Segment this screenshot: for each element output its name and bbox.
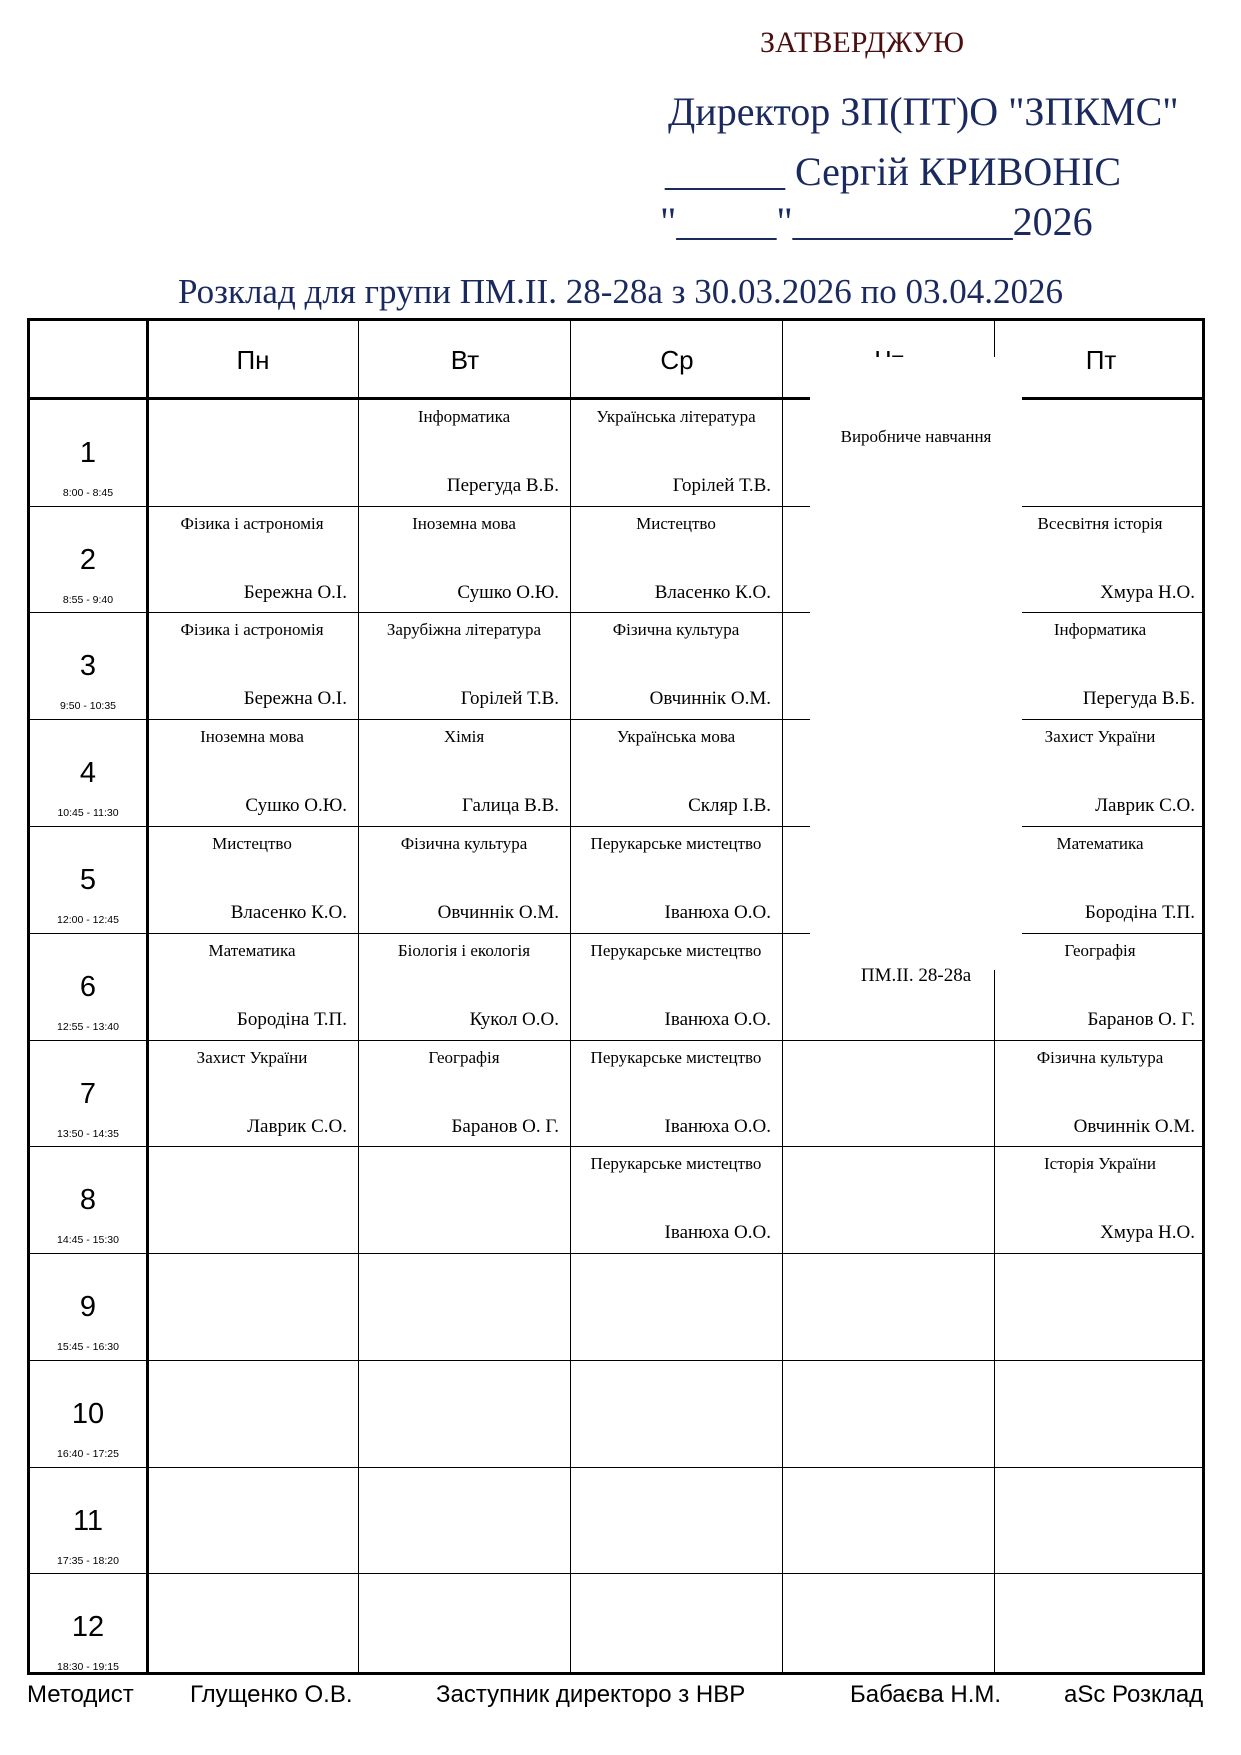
lesson-teacher: Овчиннік О.М.	[649, 688, 771, 709]
lesson-subject: Іноземна мова	[412, 514, 516, 533]
lesson-subject: Географія	[1064, 941, 1136, 960]
period-number: 10	[71, 1398, 105, 1430]
period-time: 18:30 - 19:15	[57, 1661, 119, 1673]
lesson-fri-8	[994, 1146, 1206, 1252]
footer-methodist-name: Глущенко О.В.	[190, 1681, 353, 1708]
schedule-title: Розклад для групи ПМ.ІІ. 28-28а з 30.03.2026 по 03.04.2026	[178, 272, 1063, 311]
lesson-teacher: Овчиннік О.М.	[437, 902, 559, 923]
lesson-subject: Перукарське мистецтво	[590, 834, 762, 853]
lesson-fri-3	[994, 612, 1206, 718]
lesson-wed-6	[570, 933, 782, 1039]
lesson-mon-4	[146, 719, 358, 825]
footer-software-credit: aSc Розклад	[1064, 1681, 1204, 1708]
lesson-subject: Всесвітня історія	[1037, 514, 1163, 533]
lesson-tue-7	[358, 1040, 570, 1146]
lesson-subject: Біологія і екологія	[397, 941, 531, 960]
lesson-mon-3	[146, 612, 358, 718]
lesson-teacher: Овчиннік О.М.	[1073, 1116, 1195, 1137]
period-number: 12	[71, 1611, 105, 1643]
lesson-tue-1	[358, 399, 570, 505]
lesson-fri-6	[994, 933, 1206, 1039]
lesson-teacher: Лаврик С.О.	[1095, 795, 1195, 816]
lesson-teacher: Баранов О. Г.	[451, 1116, 559, 1137]
lesson-subject: Історія України	[1044, 1154, 1156, 1173]
lesson-subject: Математика	[1056, 834, 1144, 853]
period-time: 13:50 - 14:35	[57, 1128, 119, 1140]
lesson-teacher: Бородіна Т.П.	[1084, 902, 1195, 923]
lesson-tue-3	[358, 612, 570, 718]
lesson-subject: Мистецтво	[212, 834, 292, 853]
lesson-subject: Українська література	[596, 407, 756, 426]
lesson-teacher: Бородіна Т.П.	[236, 1009, 347, 1030]
period-number: 3	[79, 650, 97, 682]
lesson-subject: Інформатика	[1053, 620, 1147, 639]
lesson-subject: Перукарське мистецтво	[590, 1048, 762, 1067]
lesson-teacher: Перегуда В.Б.	[1082, 688, 1195, 709]
period-time: 10:45 - 11:30	[57, 807, 119, 819]
lesson-fri-5	[994, 826, 1206, 932]
day-header-wed: Ср	[660, 345, 694, 375]
lesson-fri-4	[994, 719, 1206, 825]
period-time: 8:00 - 8:45	[62, 487, 114, 499]
lesson-subject: Перукарське мистецтво	[590, 941, 762, 960]
lesson-wed-1	[570, 399, 782, 505]
period-number: 5	[79, 864, 97, 896]
lesson-tue-5	[358, 826, 570, 932]
director-title: Директор ЗП(ПТ)О "ЗПКМС"	[668, 89, 1179, 134]
lesson-subject: Фізика і астрономія	[180, 514, 324, 533]
period-time: 17:35 - 18:20	[57, 1555, 119, 1567]
lesson-mon-2	[146, 506, 358, 612]
lesson-teacher: Іванюха О.О.	[664, 1009, 771, 1030]
lesson-teacher: Хмура Н.О.	[1100, 582, 1195, 603]
lesson-wed-2	[570, 506, 782, 612]
lesson-teacher: Сушко О.Ю.	[457, 582, 559, 603]
day-header-tue: Вт	[450, 345, 480, 375]
lesson-teacher: Кукол О.О.	[469, 1009, 559, 1030]
lesson-subject: Інформатика	[417, 407, 511, 426]
lesson-subject: Фізична культура	[612, 620, 740, 639]
period-time: 14:45 - 15:30	[57, 1234, 119, 1246]
lesson-wed-7	[570, 1040, 782, 1146]
day-header-fri: Пт	[1085, 345, 1117, 375]
period-time: 12:55 - 13:40	[57, 1021, 119, 1033]
lesson-subject: Іноземна мова	[200, 727, 304, 746]
period-number: 4	[79, 757, 97, 789]
period-time: 12:00 - 12:45	[57, 914, 119, 926]
lesson-teacher: Іванюха О.О.	[664, 902, 771, 923]
lesson-fri-2	[994, 506, 1206, 612]
period-number: 1	[79, 437, 97, 469]
lesson-subject: Фізична культура	[1036, 1048, 1164, 1067]
lesson-teacher: Перегуда В.Б.	[446, 475, 559, 496]
period-number: 8	[79, 1184, 97, 1216]
lesson-subject: Математика	[208, 941, 296, 960]
lesson-tue-4	[358, 719, 570, 825]
lesson-teacher: Горілей Т.В.	[460, 688, 559, 709]
lesson-subject: Захист України	[196, 1048, 308, 1067]
lesson-wed-4	[570, 719, 782, 825]
period-time: 9:50 - 10:35	[59, 700, 117, 712]
lesson-teacher: Власенко К.О.	[230, 902, 347, 923]
lesson-teacher: Власенко К.О.	[654, 582, 771, 603]
lesson-teacher: Іванюха О.О.	[664, 1222, 771, 1243]
period-number: 2	[79, 544, 97, 576]
lesson-wed-5	[570, 826, 782, 932]
period-number: 11	[72, 1505, 104, 1537]
schedule-table	[27, 318, 1205, 1675]
lesson-wed-3	[570, 612, 782, 718]
period-time: 15:45 - 16:30	[57, 1341, 119, 1353]
period-time: 8:55 - 9:40	[62, 594, 114, 606]
lesson-group: ПМ.ІІ. 28-28а	[860, 965, 972, 986]
lesson-teacher: Скляр І.В.	[688, 795, 771, 816]
lesson-subject: Українська мова	[616, 727, 736, 746]
lesson-subject: Захист України	[1044, 727, 1156, 746]
lesson-subject: Перукарське мистецтво	[590, 1154, 762, 1173]
day-header-mon: Пн	[236, 345, 270, 375]
lesson-tue-6	[358, 933, 570, 1039]
lesson-mon-6	[146, 933, 358, 1039]
lesson-subject: Мистецтво	[636, 514, 716, 533]
lesson-subject: Виробниче навчання	[840, 427, 992, 446]
lesson-wed-8	[570, 1146, 782, 1252]
lesson-subject: Зарубіжна література	[386, 620, 542, 639]
lesson-subject: Фізика і астрономія	[180, 620, 324, 639]
period-number: 7	[79, 1078, 97, 1110]
lesson-teacher: Галица В.В.	[462, 795, 559, 816]
lesson-subject: Географія	[428, 1048, 500, 1067]
lesson-fri-7	[994, 1040, 1206, 1146]
period-time: 16:40 - 17:25	[57, 1448, 119, 1460]
lesson-teacher: Лаврик С.О.	[247, 1116, 347, 1137]
approval-date-line: "_____"___________2026	[660, 199, 1093, 244]
footer-methodist-label: Методист	[27, 1681, 134, 1708]
footer-deputy-label: Заступник директоро з НВР	[436, 1681, 746, 1708]
lesson-teacher: Бережна О.І.	[243, 582, 347, 603]
approval-stamp-text: ЗАТВЕРДЖУЮ	[760, 26, 965, 59]
lesson-teacher: Горілей Т.В.	[672, 475, 771, 496]
lesson-subject: Фізична культура	[400, 834, 528, 853]
footer-deputy-name: Бабаєва Н.М.	[850, 1681, 1002, 1708]
lesson-tue-2	[358, 506, 570, 612]
lesson-teacher: Бережна О.І.	[243, 688, 347, 709]
period-number: 9	[79, 1291, 97, 1323]
lesson-mon-7	[146, 1040, 358, 1146]
lesson-teacher: Хмура Н.О.	[1100, 1222, 1195, 1243]
period-number: 6	[79, 971, 97, 1003]
lesson-subject: Хімія	[443, 727, 485, 746]
lesson-teacher: Іванюха О.О.	[664, 1116, 771, 1137]
director-signature-line: ______ Сергій КРИВОНІС	[665, 149, 1122, 194]
lesson-mon-5	[146, 826, 358, 932]
lesson-teacher: Баранов О. Г.	[1087, 1009, 1195, 1030]
lesson-thu-production-training	[810, 357, 1022, 986]
lesson-teacher: Сушко О.Ю.	[245, 795, 347, 816]
